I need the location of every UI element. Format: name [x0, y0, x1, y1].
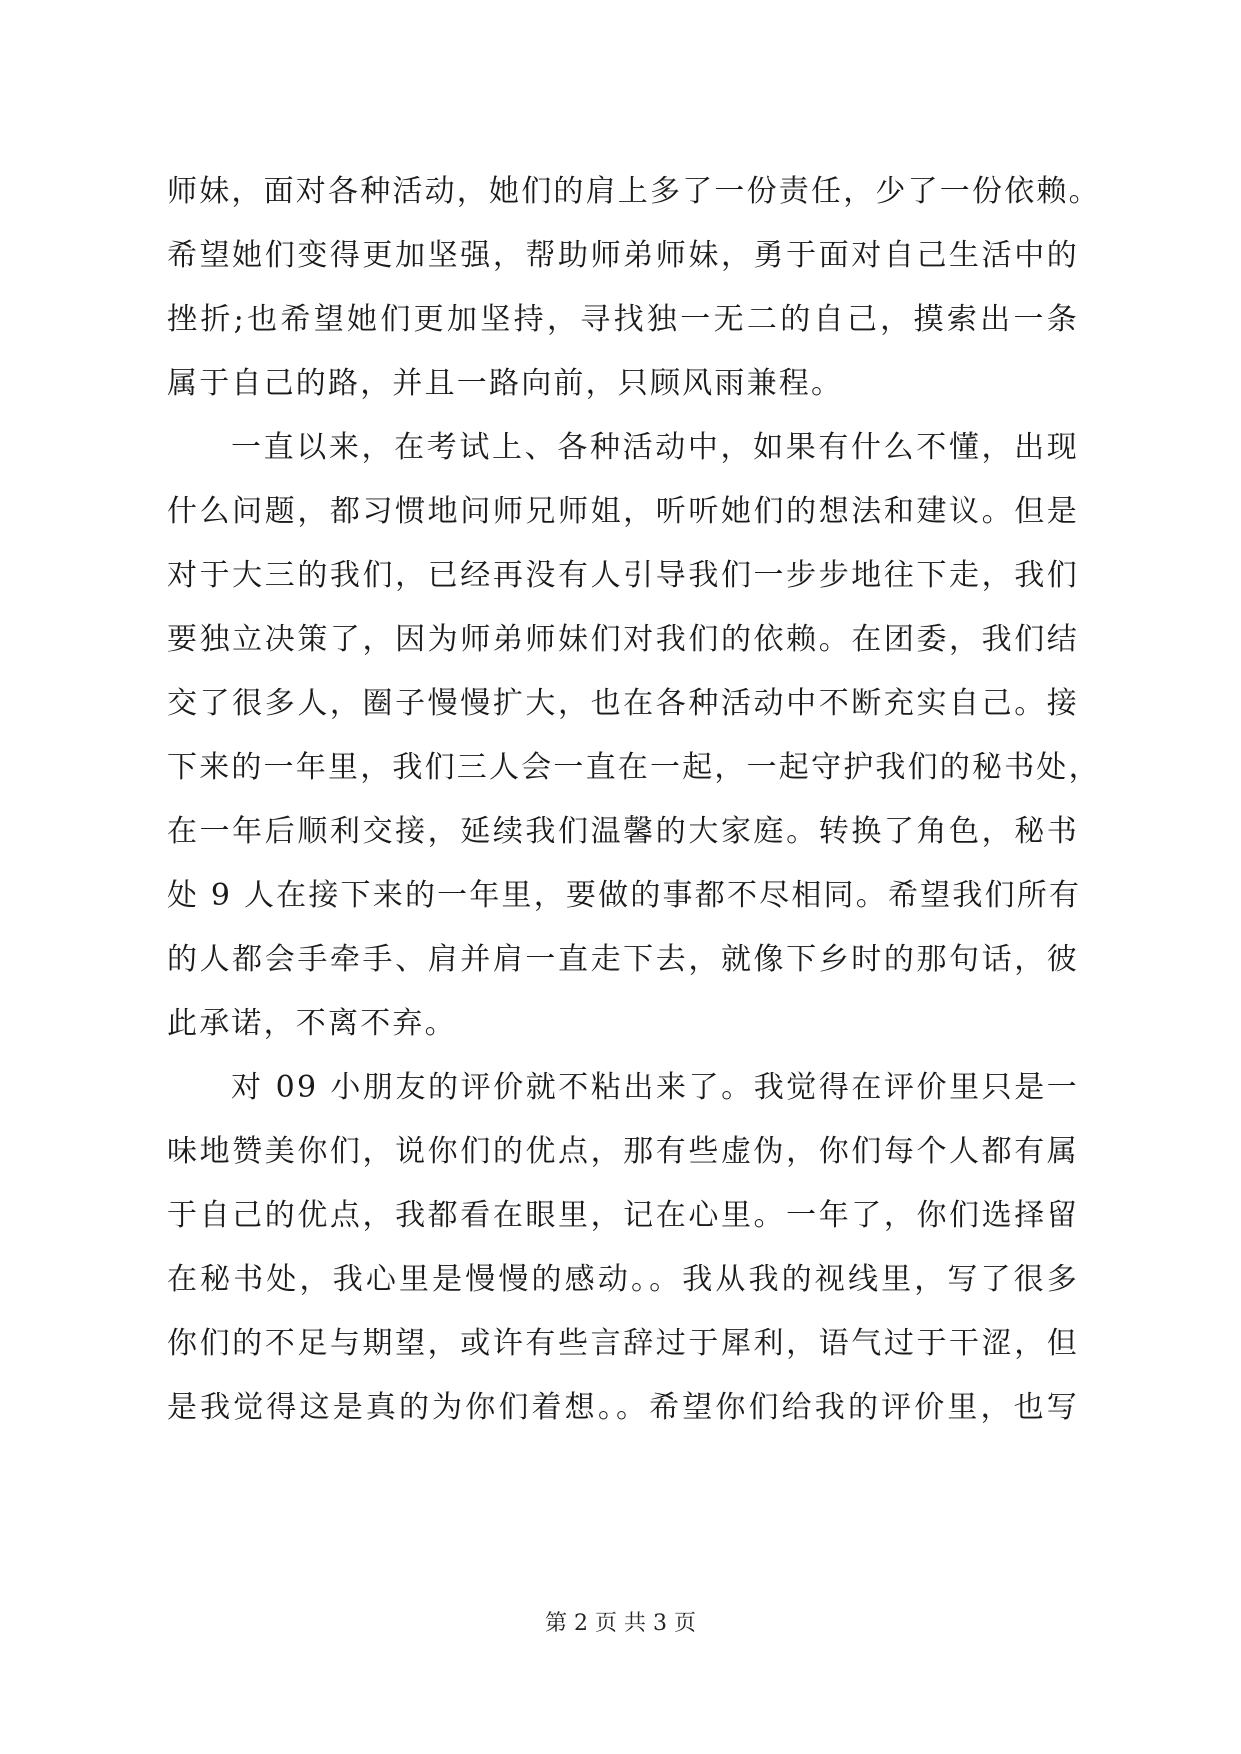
text-line: 师妹，面对各种活动，她们的肩上多了一份责任，少了一份依赖。	[167, 174, 1101, 209]
text-line: 是我觉得这是真的为你们着想。。希望你们给我的评价里，也写	[167, 1390, 1079, 1425]
text-line: 交了很多人，圈子慢慢扩大，也在各种活动中不断充实自己。接	[167, 686, 1079, 721]
text-line: 你们的不足与期望，或许有些言辞过于犀利，语气过于干涩，但	[167, 1326, 1079, 1361]
text-line: 下来的一年里，我们三人会一直在一起，一起守护我们的秘书处，	[167, 750, 1101, 785]
text-line: 要独立决策了，因为师弟师妹们对我们的依赖。在团委，我们结	[167, 622, 1079, 657]
text-line: 一直以来，在考试上、各种活动中，如果有什么不懂，出现	[231, 430, 1079, 465]
text-line: 处 9 人在接下来的一年里，要做的事都不尽相同。希望我们所有	[167, 878, 1082, 913]
text-line: 味地赞美你们，说你们的优点，那有些虚伪，你们每个人都有属	[167, 1134, 1079, 1169]
body-text	[167, 160, 1101, 1440]
text-line: 于自己的优点，我都看在眼里，记在心里。一年了，你们选择留	[167, 1198, 1079, 1233]
text-line: 挫折;也希望她们更加坚持，寻找独一无二的自己，摸索出一条	[167, 302, 1079, 337]
text-line: 对 09 小朋友的评价就不粘出来了。我觉得在评价里只是一	[231, 1070, 1079, 1105]
text-line: 希望她们变得更加坚强，帮助师弟师妹，勇于面对自己生活中的	[167, 238, 1079, 273]
text-line: 在秘书处，我心里是慢慢的感动。。我从我的视线里，写了很多	[167, 1262, 1079, 1297]
text-line: 属于自己的路，并且一路向前，只顾风雨兼程。	[167, 366, 844, 401]
text-line: 什么问题，都习惯地问师兄师姐，听听她们的想法和建议。但是	[167, 494, 1079, 529]
text-line: 的人都会手牵手、肩并肩一直走下去，就像下乡时的那句话，彼	[167, 942, 1079, 977]
text-line: 此承诺，不离不弃。	[167, 1006, 457, 1041]
text-line: 对于大三的我们，已经再没有人引导我们一步步地往下走，我们	[167, 558, 1079, 593]
text-line: 在一年后顺利交接，延续我们温馨的大家庭。转换了角色，秘书	[167, 814, 1079, 849]
page-number-footer: 第 2 页 共 3 页	[545, 1611, 696, 1636]
